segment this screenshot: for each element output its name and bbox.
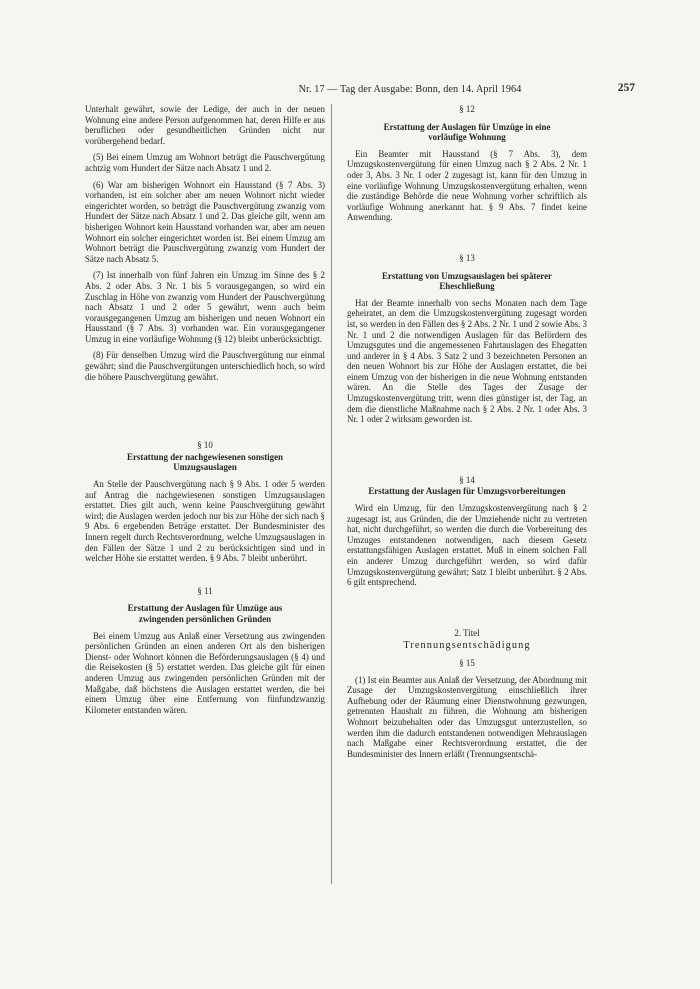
section-12-number: § 12 bbox=[459, 104, 475, 114]
section-14-text: Wird ein Umzug, für den Umzugskostenvergütung nach § 2 zugesagt ist, aus Gründen, die der Umziehende nicht zu vertreten hat, nicht durchgeführt, so werden die durch die Vorbereitung des Umzuges entstandenen notwendigen, nach diesem Gesetz erstattungsfähigen Auslagen erstattet. Muß in einem solchen Fall ein anderer Umzug durchgeführt werden, so wird dafür Umzugskostenvergütung gewährt; Satz 1 bleibt unberührt. § 2 Abs. 6 gilt entsprechend. bbox=[347, 503, 587, 588]
paragraph-5: (5) Bei einem Umzug am Wohnort beträgt die Pauschvergütung achtzig vom Hundert der Sätze nach Absatz 1 und 2. bbox=[85, 152, 325, 173]
title-name: Trennungsentschädigung bbox=[403, 640, 531, 652]
section-11-title: Erstattung der Auslagen für Umzüge aus zwingenden persönlichen Gründen bbox=[127, 603, 283, 624]
right-column bbox=[347, 104, 587, 759]
section-13-number: § 13 bbox=[459, 252, 475, 263]
section-12-text: Ein Beamter mit Hausstand (§ 7 Abs. 3), dem Umzugskostenvergütung für einen Umzug nach § 2 Abs. 2 Nr. 1 oder 3, Abs. 3 Nr. 1 oder 2 zugesagt ist, kann für den Umzug in eine vorläufige Wohnung Umzugskostenvergütung erhalten, wenn die zuständige Behörde die neue Wohnung vorher schriftlich als vorläufige Wohnung anerkannt hat. § 9 Abs. 7 findet keine Anwendung. bbox=[347, 148, 587, 223]
title-number: 2. Titel bbox=[454, 627, 480, 638]
section-13-text: Hat der Beamte innerhalb von sechs Monaten nach dem Tage geheiratet, an dem die Umzugskostenvergütung zugesagt worden ist, so werden in den Fällen des § 2 Abs. 2 Nr. 1 und 2 sowie Abs. 3 Nr. 1 und 2 die notwendigen Auslagen für das Befördern des Umzugsgutes und die angemessenen Fahrtauslagen des Ehegatten und anderer in § 4 Abs. 3 Satz 2 und 3 bezeichneten Personen an den neuen Wohnort bis zur Höhe der Auslagen erstattet, die bei einem Umzug von der bisherigen in die neue Wohnung entstanden wären. An die Stelle des Tages der Zusage der Umzugskostenvergütung tritt, wenn dies günstiger ist, der Tag, an dem die dienstliche Maßnahme nach § 2 Abs. 2 Nr. 1 oder Abs. 3 Nr. 1 oder 2 wirksam geworden ist. bbox=[347, 297, 587, 425]
section-10-text: An Stelle der Pauschvergütung nach § 9 Abs. 1 oder 5 werden auf Antrag die nachgewiesenen sonstigen Umzugsauslagen erstattet. Dies gilt auch, wenn keine Pauschvergütung gewährt wird; die Auslagen werden jedoch nur bis zur Höhe der sich nach § 9 Abs. 6 ergebenden Beträge erstattet. Der Bundesminister des Innern regelt durch Rechtsverordnung, welche Umzugsauslagen in den Fällen der Sätze 1 und 2 zu berücksichtigen sind und in welcher Höhe sie erstattet werden. § 9 Abs. 7 bleibt unberührt. bbox=[85, 479, 325, 564]
section-14-number: § 14 bbox=[459, 474, 475, 485]
section-14-title: Erstattung der Auslagen für Umzugsvorbereitungen bbox=[368, 486, 566, 497]
section-11-number: § 11 bbox=[197, 585, 213, 596]
page-number: 257 bbox=[617, 82, 635, 94]
section-13-title: Erstattung von Umzugsauslagen bei späterer Eheschließung bbox=[382, 270, 552, 292]
paragraph-6: (6) War am bisherigen Wohnort ein Hausstand (§ 7 Abs. 3) vorhanden, ist ein solcher aber am neuen Wohnort nicht wieder eingerichtet worden, so beträgt die Pauschvergütung zwanzig vom Hundert der Sätze nach Absatz 1 und 2. Das gleiche gilt, wenn am bisherigen Wohnort kein Hausstand vorhanden war, aber am neuen Wohnort ein solcher eingerichtet worden ist. Bei einem Umzug am Wohnort beträgt die Pauschvergütung zwanzig vom Hundert der Sätze nach Absatz 5. bbox=[85, 179, 325, 264]
page-header: Nr. 17 — Tag der Ausgabe: Bonn, den 14. April 1964 bbox=[298, 84, 522, 95]
paragraph-7: (7) Ist innerhalb von fünf Jahren ein Umzug im Sinne des § 2 Abs. 2 oder Abs. 3 Nr. 1 bis 5 vorausgegangen, so wird ein Zuschlag in Höhe von zwanzig vom Hundert der Pauschvergütung nach Absatz 1 und 2 oder 5 gewährt, wenn auch beim vorausgegangenen Umzug am bisherigen und neuen Wohnort ein Hausstand (§ 7 Abs. 3) vorhanden war. Ein vorausgegangener Umzug in eine vorläufige Wohnung (§ 12) bleibt unberücksichtigt. bbox=[85, 270, 325, 344]
section-10-number: § 10 bbox=[197, 440, 213, 451]
column-divider bbox=[331, 104, 332, 884]
intro-paragraph: Unterhalt gewährt, sowie der Ledige, der auch in der neuen Wohnung eine andere Person aufgenommen hat, deren Hilfe er aus beruflichen oder gesundheitlichen Gründen nicht nur vorübergehend bedarf. bbox=[85, 104, 325, 146]
section-10-title: Erstattung der nachgewiesenen sonstigen Umzugsauslagen bbox=[127, 451, 283, 473]
section-12-title: Erstattung der Auslagen für Umzüge in eine vorläufige Wohnung bbox=[383, 121, 551, 143]
left-column bbox=[85, 104, 325, 715]
section-11-text: Bei einem Umzug aus Anlaß einer Versetzung aus zwingenden persönlichen Gründen an einen anderen Ort als den bisherigen Dienst- oder Wohnort können die Beförderungsauslagen (§ 4) und die Reisekosten (§ 5) erstattet werden. Das gleiche gilt für einen anderen Umzug aus zwingenden persönlichen Gründen mit der Maßgabe, daß höchstens die Auslagen erstattet werden, die bei einem Umzug über eine Entfernung von fünfundzwanzig Kilometer entstanden wären. bbox=[85, 630, 325, 715]
section-15-text: (1) Ist ein Beamter aus Anlaß der Versetzung, der Abordnung mit Zusage der Umzugskostenvergütung einschließlich ihrer Aufhebung oder der Räumung einer Dienstwohnung gezwungen, getrennten Haushalt zu führen, die Wohnung am bisherigen Wohnort beizubehalten oder das Umzugsgut unterzustellen, so werden ihm die dadurch entstandenen notwendigen Mehrauslagen nach Maßgabe einer Rechtsverordnung erstattet, die der Bundesminister des Innern erläßt (Trennungsentschä- bbox=[347, 674, 587, 759]
section-15-number: § 15 bbox=[459, 657, 475, 668]
paragraph-8: (8) Für denselben Umzug wird die Pauschvergütung nur einmal gewährt; sind die Pauschvergütungen unterschiedlich hoch, so wird die höhere Pauschvergütung gewährt. bbox=[85, 350, 325, 382]
